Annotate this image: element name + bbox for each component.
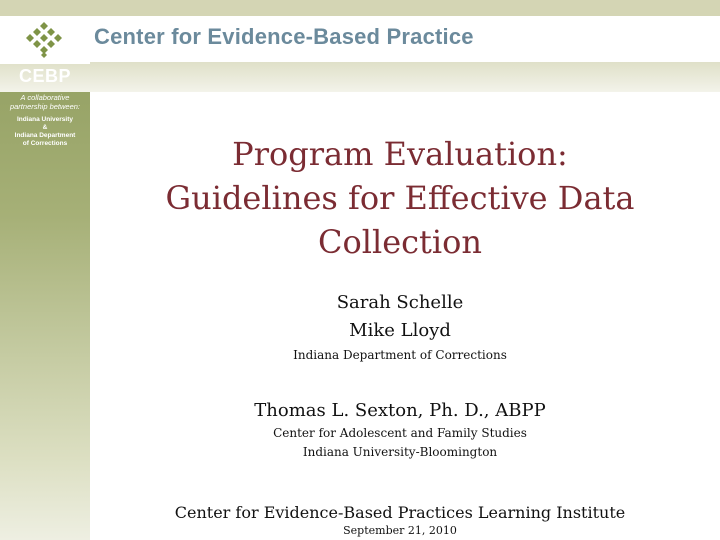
event-date: September 21, 2010 [343, 524, 457, 537]
diamond-lattice-logo-icon [22, 20, 66, 60]
presenter-name: Thomas L. Sexton, Ph. D., ABPP [254, 400, 546, 421]
presenter-affiliation: Indiana University-Bloomington [302, 445, 498, 459]
event-name: Center for Evidence-Based Practices Learning Institute [174, 503, 626, 522]
logo-box [0, 16, 90, 64]
sidebar-abbreviation: CEBP [18, 66, 71, 86]
top-band [0, 0, 720, 16]
slide-title-line: Program Evaluation: [232, 135, 568, 173]
sidebar-tagline [0, 93, 90, 111]
sidebar-tagline-line: partnership between: [9, 102, 81, 111]
sidebar-tagline-line: A collaborative [20, 93, 70, 102]
sidebar-partner-line: Indiana University [17, 116, 73, 123]
header-title: Center for Evidence-Based Practice [94, 24, 474, 49]
author-name: Mike Lloyd [349, 320, 451, 341]
sidebar-partner-line: Indiana Department [14, 132, 76, 139]
slide-title [90, 132, 710, 264]
author-name: Sarah Schelle [336, 292, 464, 313]
sidebar-partners [0, 116, 90, 148]
slide-title-line: Guidelines for Effective Data [165, 179, 635, 217]
sidebar-partner-line: of Corrections [22, 140, 68, 147]
sidebar-partner-line: & [42, 124, 48, 131]
author-affiliation: Indiana Department of Corrections [293, 348, 507, 362]
header-shade [0, 62, 720, 92]
presenter-affiliation: Center for Adolescent and Family Studies [273, 426, 527, 440]
slide-title-line: Collection [317, 223, 483, 261]
